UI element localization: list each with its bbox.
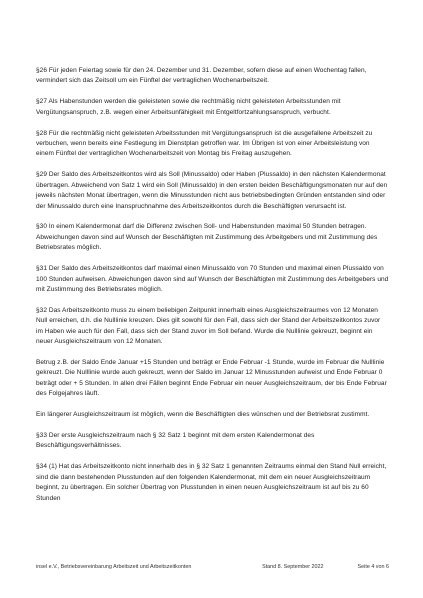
paragraph-32-example: Betrug z.B. der Saldo Ende Januar +15 Stunden und beträgt er Ende Februar -1 Stunde, wurde im Februar die Nulllinie gekreuzt. Die Nulllinie wurde auch gekreuzt, wenn der Saldo im Januar 12 Minusstunden aufweist und Ende Februar 0 beträgt oder + 5 Stunden. In allen drei Fällen beginnt Ende Februar ein neuer Ausgleichszeitraum, der bis Ende Februar des Folgejahres läuft. xyxy=(36,359,387,398)
paragraph-33: §33 Der erste Ausgleichszeitraum nach § 32 Satz 1 beginnt mit dem ersten Kalendermonat des Beschäftigungsverhältnisses. xyxy=(36,432,315,450)
paragraph-32-extension: Ein längerer Ausgleichszeitraum ist möglich, wenn die Beschäftigten dies wünschen und der Betriebsrat zustimmt. xyxy=(36,411,370,419)
footer-document-title: insel e.V., Betriebsvereinbarung Arbeitszeit und Arbeitszeitkonten xyxy=(36,564,192,570)
paragraph-26: §26 Für jeden Feiertag sowie für den 24. Dezember und 31. Dezember, sofern diese auf einen Wochentag fallen, vermindert sich das Zeitsoll um ein Fünftel der vertraglichen Wochenarbeitszeit. xyxy=(36,67,367,85)
paragraph-31: §31 Der Saldo des Arbeitszeitkontos darf maximal einen Minussaldo von 70 Stunden und maximal einen Plussaldo von 100 Stunden aufweisen. Abweichungen davon sind auf Wunsch der Beschäftigten mit Zustimmung des Arbeitgebers und mit Zustimmung des Betriebsrates möglich. xyxy=(36,265,389,293)
paragraph-32: §32 Das Arbeitszeitkonto muss zu einem beliebigen Zeitpunkt innerhalb eines Ausgleichszeitraumes von 12 Monaten Null erreichen, d.h. die Nulllinie kreuzen. Dies gilt sowohl für den Fall, dass sich der Stand der Arbeitszeitkontos zuvor im Haben wie auch für den Fall, dass sich der Stand zuvor im Soll befand. Wurde die Nulllinie gekreuzt, beginnt ein neuer Ausgleichszeitraum von 12 Monaten. xyxy=(36,306,381,346)
paragraph-27: §27 Als Habenstunden werden die geleisteten sowie die rechtmäßig nicht geleisteten Arbeitsstunden mit Vergütungsanspruch, z.B. wegen einer Arbeitsunfähigkeit mit Entgeltfortzahlungsanspruch, verbucht. xyxy=(36,98,341,116)
paragraph-29: §29 Der Saldo des Arbeitszeitkontos wird als Soll (Minussaldo) oder Haben (Plussaldo) in den nächsten Kalendermonat übertragen. Abweichend von Satz 1 wird ein Soll (Minussaldo) in den ersten beiden Beschäftigungsmonaten nur auf den jeweils nächsten Monat übertragen, wenn die Minusstunden nicht aus betriebsbedingten Gründen entstanden sind oder der Minussaldo durch eine Inanspruchnahme des Arbeitszeitkontos durch die Beschäftigten verursacht ist. xyxy=(36,171,388,210)
page-footer xyxy=(36,563,389,571)
paragraph-28: §28 Für die rechtmäßig nicht geleisteten Arbeitsstunden mit Vergütungsanspruch ist die ausgefallene Arbeitszeit zu verbuchen, wenn bereits eine Festlegung im Dienstplan getroffen war. Im Übrigen ist von einer Arbeitsleistung von einem Fünftel der vertraglichen Wochenarbeitszeit von Montag bis Freitag auszugehen. xyxy=(36,129,373,158)
document-body xyxy=(36,66,389,515)
footer-page-number: Seite 4 von 6 xyxy=(357,564,389,570)
footer-right xyxy=(262,563,389,571)
paragraph-34: §34 (1) Hat das Arbeitszeitkonto nicht innerhalb des in § 32 Satz 1 genannten Zeitraums einmal den Stand Null erreicht, sind die dann bestehenden Plusstunden auf den folgenden Kalendermonat, mit dem ein neuer Ausgleichszeitraum beginnt, zu übertragen. Ein solcher Übertrag von Plusstunden in einen neuen Ausgleichszeitraum ist auf bis zu 60 Stunden xyxy=(36,463,387,502)
footer-date: Stand 8. September 2022 xyxy=(262,564,324,570)
paragraph-30: §30 In einem Kalendermonat darf die Differenz zwischen Soll- und Habenstunden maximal 50 Stunden betragen. Abweichungen davon sind auf Wunsch der Beschäftigten mit Zustimmung des Arbeitgebers und mit Zustimmung des Betriebsrates möglich. xyxy=(36,223,378,252)
